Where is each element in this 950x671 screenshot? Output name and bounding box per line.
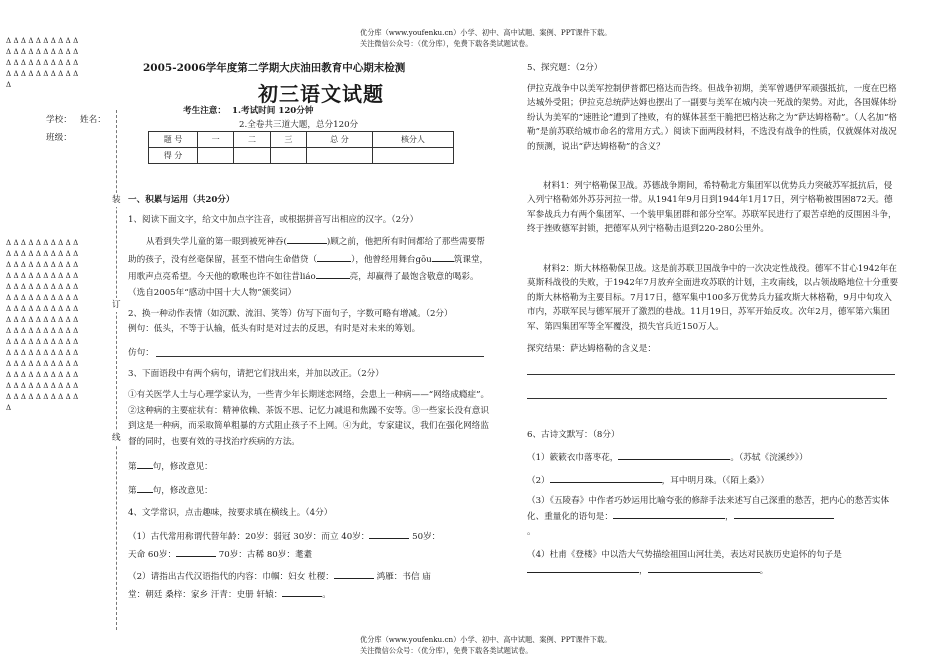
binding-line [116, 110, 117, 630]
q4-1a: （1）古代常用称谓代替年龄：20岁：弱冠 30岁：而立 40岁： [128, 532, 370, 542]
score-cell[interactable] [307, 148, 373, 164]
footer-line-2: 关注微信公众号：（优分库），免费下载各类试题试卷。 [360, 646, 533, 655]
margin-deltas-bottom: ΔΔΔΔΔΔΔΔΔΔΔΔΔΔΔΔΔΔΔΔΔΔΔΔΔΔΔΔΔΔΔΔΔΔΔΔΔΔΔΔΔΔΔΔΔΔΔΔΔΔΔΔΔΔΔΔΔΔΔΔΔΔΔΔΔΔΔΔΔΔΔΔΔΔΔΔΔΔΔΔΔΔΔΔΔΔΔΔΔΔΔΔΔΔΔΔΔΔΔΔΔΔΔΔΔΔΔΔΔΔΔΔΔΔΔΔΔΔΔΔΔΔΔΔΔΔΔΔΔΔΔΔΔΔΔΔΔΔΔΔΔΔΔΔΔΔΔΔΔΔΔ [6, 239, 81, 412]
q6-1b: 。（苏轼《浣溪纱》） [730, 453, 808, 463]
q4-prompt: 4、文学常识，点击趣味，按要求填在横线上。（4分） [128, 508, 333, 518]
notice-label: 考生注意： [183, 106, 226, 116]
binding-char-ding: 订 [112, 298, 121, 312]
q1-part-2: )顾之前，他把所有时间都给了那些需要帮助的孩子，没有丝毫保留，甚至不惜向生命借贷（ [128, 237, 485, 265]
q4-2b: 鸿雁：书信 庙 [376, 572, 431, 582]
q6-3-text: （3）《五陵春》中作者巧妙运用比喻夸张的修辞手法来述写自己深重的愁苦，把内心的愁苦实体化、重量化的语句是： [527, 496, 890, 523]
header-line-1: 优分库（www.youfenku.cn）小学、初中、高中试题、案例、PPT课件下载。 [360, 28, 612, 37]
score-cell[interactable] [234, 148, 270, 164]
q3-prompt: 3、下面语段中有两个病句，请把它们找出来，并加以改正。（2分） [128, 369, 384, 379]
q5-material-1: 材料1：列宁格勒保卫战。苏德战争期间，希特勒北方集团军以优势兵力突破苏军抵抗后，侵入列宁格勒郊外苏芬河拉一带。从1941年9月日到1944年1月17日，列宁格勒被围困872天。德军参战兵力有两个集团军、一个装甲集团群和部分空军。苏联军民进行了艰苦卓绝的反围困斗争，终于挫败德军封锁，把德军从列宁格勒击退到220-280公里外。 [527, 181, 897, 235]
q1-part-1: 从看到失学儿童的第一眼到被死神吞( [146, 237, 287, 247]
score-th-2: 二 [234, 132, 270, 148]
q5-answer-line-1[interactable] [527, 374, 895, 375]
q2-answer-label: 仿句： [128, 348, 154, 358]
q6-line-1 [527, 449, 808, 465]
score-th-5: 核分人 [372, 132, 453, 148]
school-label: 学校： [46, 115, 72, 125]
q3-a1-blank[interactable] [137, 458, 153, 469]
q3-a1-pre: 第 [128, 462, 137, 472]
q6-4-end: 。 [759, 566, 769, 577]
q4-2d: 。 [322, 589, 331, 600]
q5-answer-line-2[interactable] [527, 398, 887, 399]
notice-2: 2.全卷共三道大题，总分120分 [239, 120, 359, 130]
score-th-3: 三 [270, 132, 306, 148]
q6-line-3 [527, 494, 899, 539]
score-table [148, 131, 454, 164]
q4-part-2 [128, 568, 492, 603]
q6-3-comma: ， [724, 512, 734, 523]
q5-answer-label: 探究结果：萨达姆格勒的含义是： [527, 344, 656, 354]
q2-answer-line[interactable] [156, 356, 484, 357]
q6-2a: （2） [527, 476, 550, 486]
exam-title: 初三语文试题 [258, 82, 384, 106]
q1-part-3: ），他曾经用舞台gōu [351, 254, 432, 265]
notice-1: 1.考试时间 120分钟 [232, 106, 314, 116]
q4-part-1 [128, 528, 492, 563]
q3-answer-2 [128, 482, 213, 498]
q6-3-end: 。 [527, 526, 536, 537]
q1-part-4: 筑课堂，用歌声点亮希望。今天他的歌喉也许不如往昔liáo [128, 254, 489, 282]
q4-blank-sheji[interactable] [334, 568, 374, 579]
q3-a2-post: 句，修改意见： [152, 486, 213, 496]
class-label: 班级： [46, 133, 72, 143]
q3-a2-blank[interactable] [137, 482, 153, 493]
q1-blank-4[interactable] [316, 268, 350, 279]
q4-2c: 堂：朝廷 桑梓：家乡 汗青：史册 轩辕： [128, 589, 283, 600]
q6-2b: ，耳中明月珠。（《陌上桑》） [661, 476, 770, 486]
score-th-0: 题 号 [149, 132, 198, 148]
q1-blank-2[interactable] [317, 251, 351, 262]
name-label: 姓名： [80, 115, 106, 125]
q3-answer-1 [128, 458, 213, 474]
margin-deltas-top: ΔΔΔΔΔΔΔΔΔΔΔΔΔΔΔΔΔΔΔΔΔΔΔΔΔΔΔΔΔΔΔΔΔΔΔΔΔΔΔΔΔ [6, 37, 81, 89]
score-th-4: 总 分 [307, 132, 373, 148]
score-table-header-row [149, 132, 454, 148]
score-th-1: 一 [198, 132, 234, 148]
q4-2a: （2）请指出古代汉语指代的内容：巾帼：妇女 杜稷： [128, 572, 334, 582]
q1-blank-3[interactable] [432, 251, 454, 262]
q5-intro: 伊拉克战争中以美军控制伊普都巴格达而告终。但战争初期，美军曾遇伊军顽强抵抗，一度在巴格达城外受阻；伊拉克总统萨达姆也摆出了一副要与美军在城内决一死战的架势。对此，各国媒体纷纷认为美军的“速胜论”遭到了挫败，有的媒体甚至干脆把巴格达称之为“萨达姆格勒”。（人名加“格勒”是前苏联给城市命名的常用方式。）阅读下面两段材料，不选没有战争的性质，仅就媒体对战况的预测，说出“萨达姆格勒”的含义？ [527, 84, 898, 152]
q6-4-text: （4）杜甫《登楼》中以浩大气势描绘祖国山河壮美，表达对民族历史追怀的句子是 [527, 550, 842, 560]
exam-subtitle: 2005-2006学年度第二学期大庆油田教育中心期末检测 [143, 62, 406, 74]
header-line-2: 关注微信公众号：（优分库），免费下载各类试题试卷。 [360, 39, 533, 48]
q3-a2-pre: 第 [128, 486, 137, 496]
q4-blank-60[interactable] [176, 546, 216, 557]
q1-part-5: 亮，却赢得了最饱含敬意的喝彩。（选自2005年“感动中国十大人物”颁奖词） [128, 272, 479, 298]
q6-blank-3b[interactable] [734, 508, 834, 519]
q4-blank-xuanyuan[interactable] [282, 586, 322, 597]
q1-prompt: 1、阅读下面文字，给文中加点字注音，或根据拼音写出相应的汉字。（2分） [128, 215, 419, 225]
q6-blank-1[interactable] [618, 449, 730, 460]
score-table-row [149, 148, 454, 164]
q1-blank-1[interactable] [287, 233, 327, 244]
binding-char-zhuang: 装 [112, 193, 121, 207]
q4-1b: 50岁： [412, 532, 441, 542]
q3-a1-post: 句，修改意见： [152, 462, 213, 472]
q5-material-2: 材料2：斯大林格勒保卫战。这是前苏联卫国战争中的一次决定性战役。德军不甘心1942年在莫斯科战役的失败，于1942年7月放弃全面进攻苏联的计划，主攻南线，以占领战略地位十分重要的斯大林格勒为主要目标。7月17日，德军集中100多万优势兵力猛攻斯大林格勒，9月中旬攻入市内，苏联军民与德军展开了激烈的巷战。11月19日，苏军开始反攻。次年2月，德军第六集团军、第四集团军等全军覆没，损失官兵近150万人。 [527, 264, 899, 332]
q4-1d: 70岁：古稀 80岁：耄耋 [218, 549, 313, 560]
q6-blank-4a[interactable] [527, 562, 639, 573]
score-cell[interactable] [198, 148, 234, 164]
section-1-heading: 一、积累与运用（共20分） [128, 195, 235, 205]
q1-passage [128, 233, 490, 301]
q6-prompt: 6、古诗文默写：（8分） [527, 430, 620, 440]
score-cell[interactable] [372, 148, 453, 164]
q4-1c: 天命 60岁： [128, 549, 177, 560]
binding-char-xian: 线 [112, 431, 121, 445]
q6-blank-3a[interactable] [613, 508, 725, 519]
footer-line-1: 优分库（www.youfenku.cn）小学、初中、高中试题、案例、PPT课件下载。 [360, 635, 612, 644]
q6-1a: （1）簌簌衣巾落枣花， [527, 453, 619, 463]
q6-blank-4b[interactable] [648, 562, 760, 573]
q6-4-comma: ， [639, 566, 648, 577]
q6-line-2 [527, 472, 769, 488]
q2-example: 例句：低头，不等于认输，低头有时是对过去的反思，有时是对未来的筹划。 [128, 324, 421, 334]
score-cell[interactable] [270, 148, 306, 164]
q6-blank-2[interactable] [550, 472, 662, 483]
q3-text: ①有关医学人士与心理学家认为，一些青少年长期迷恋网络，会患上一种病——“网络成瘾症”。②这种病的主要症状有：精神依赖、茶饭不思、记忆力减退和焦躁不安等。③一些家长没有意识到这是一种病，而采取简单粗暴的方式阻止孩子不上网。④为此，专家建议，我们在强化网络监督的同时，也要有效的寻找治疗疾病的方法。 [128, 390, 490, 447]
q6-line-4 [527, 548, 899, 579]
q2-prompt: 2、换一种动作表情（如沉默、流泪、笑等）仿写下面句子，字数可略有增减。（2分） [128, 309, 453, 319]
q4-blank-40[interactable] [369, 528, 409, 539]
q5-prompt: 5、探究题：（2分） [527, 63, 603, 73]
score-label: 得 分 [149, 148, 198, 164]
